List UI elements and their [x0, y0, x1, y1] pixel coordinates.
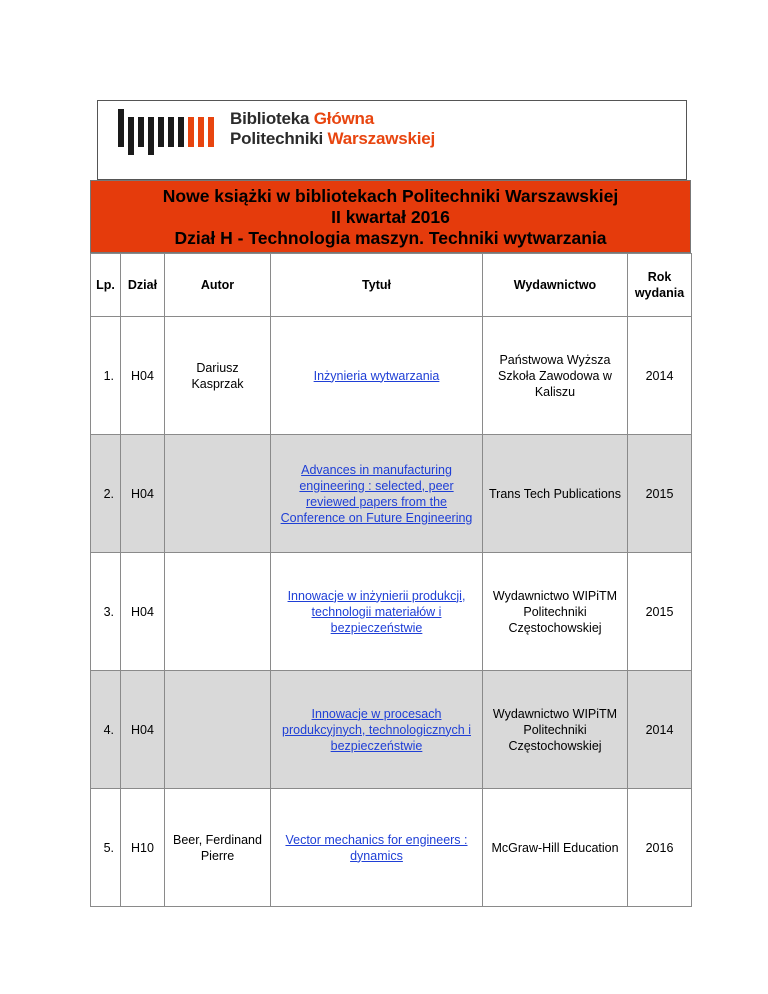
col-header-rok: Rok wydania [628, 254, 692, 317]
banner-quarter: II kwartał 2016 [331, 207, 450, 227]
cell-dzial: H04 [121, 317, 165, 435]
cell-lp: 3. [91, 553, 121, 671]
cell-tytul [271, 435, 483, 553]
cell-autor [165, 553, 271, 671]
col-header-dzial: Dział [121, 254, 165, 317]
logo-line2-orange: Warszawskiej [327, 129, 436, 148]
cell-autor: Dariusz Kasprzak [165, 317, 271, 435]
table-row [91, 553, 692, 671]
cell-wydawnictwo: Państwowa Wyższa Szkoła Zawodowa w Kaliszu [483, 317, 628, 435]
cell-dzial: H04 [121, 671, 165, 789]
cell-rok: 2015 [628, 435, 692, 553]
books-table [90, 253, 692, 907]
cell-lp: 1. [91, 317, 121, 435]
cell-lp: 5. [91, 789, 121, 907]
title-link[interactable]: Innowacje w procesach produkcyjnych, technologicznych i bezpieczeństwie [282, 706, 471, 753]
cell-autor [165, 671, 271, 789]
cell-lp: 4. [91, 671, 121, 789]
cell-tytul [271, 789, 483, 907]
logo-line2-dark: Politechniki [230, 129, 324, 148]
cell-wydawnictwo: Trans Tech Publications [483, 435, 628, 553]
cell-dzial: H10 [121, 789, 165, 907]
col-header-wydawnictwo: Wydawnictwo [483, 254, 628, 317]
cell-wydawnictwo: McGraw-Hill Education [483, 789, 628, 907]
logo-line1-dark: Biblioteka [230, 109, 310, 128]
cell-rok: 2014 [628, 671, 692, 789]
cell-tytul [271, 317, 483, 435]
library-logo-text [230, 109, 435, 149]
cell-tytul [271, 553, 483, 671]
library-logo-box [97, 100, 687, 180]
table-row [91, 671, 692, 789]
col-header-autor: Autor [165, 254, 271, 317]
library-logo-icon [118, 109, 214, 155]
cell-rok: 2015 [628, 553, 692, 671]
table-row [91, 789, 692, 907]
cell-rok: 2014 [628, 317, 692, 435]
cell-autor: Beer, Ferdinand Pierre [165, 789, 271, 907]
col-header-tytul: Tytuł [271, 254, 483, 317]
table-header-row [91, 254, 692, 317]
cell-dzial: H04 [121, 435, 165, 553]
cell-rok: 2016 [628, 789, 692, 907]
title-link[interactable]: Vector mechanics for engineers : dynamics [285, 832, 468, 863]
cell-tytul [271, 671, 483, 789]
banner-section: Dział H - Technologia maszyn. Techniki wytwarzania [174, 228, 607, 248]
title-link[interactable]: Inżynieria wytwarzania [313, 368, 440, 383]
col-header-lp: Lp. [91, 254, 121, 317]
table-row [91, 435, 692, 553]
title-link[interactable]: Innowacje w inżynierii produkcji, technologii materiałów i bezpieczeństwie [287, 588, 466, 635]
title-banner [90, 180, 691, 253]
title-link[interactable]: Advances in manufacturing engineering : selected, peer reviewed papers from the Conference on Future Engineering [280, 462, 473, 525]
cell-wydawnictwo: Wydawnictwo WIPiTM Politechniki Częstochowskiej [483, 671, 628, 789]
logo-line1-orange: Główna [313, 109, 374, 128]
cell-autor [165, 435, 271, 553]
cell-lp: 2. [91, 435, 121, 553]
banner-title: Nowe książki w bibliotekach Politechniki Warszawskiej [162, 186, 619, 206]
cell-wydawnictwo: Wydawnictwo WIPiTM Politechniki Częstochowskiej [483, 553, 628, 671]
table-row [91, 317, 692, 435]
cell-dzial: H04 [121, 553, 165, 671]
